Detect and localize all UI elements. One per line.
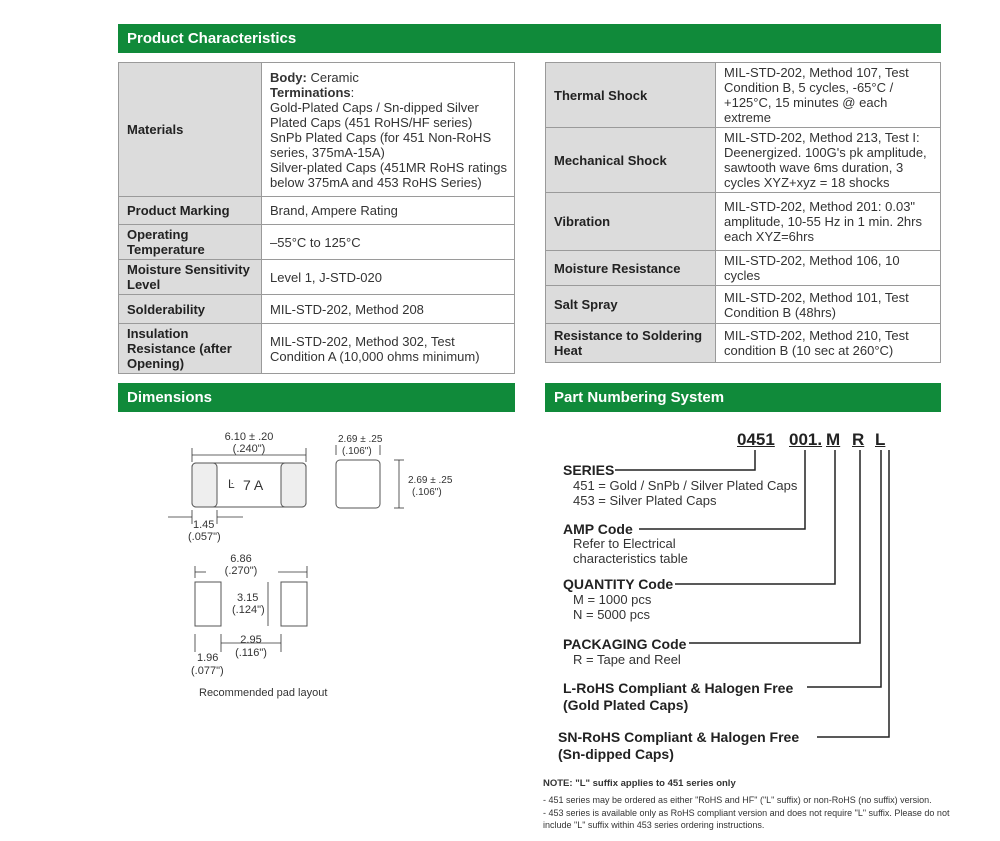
pn-series-code: 0451	[737, 430, 775, 449]
sn-suffix-sublabel: (Sn-dipped Caps)	[558, 746, 674, 762]
fuse-end-view	[336, 460, 380, 508]
table-row-label: Salt Spray	[546, 286, 716, 324]
series-desc: 451 = Gold / SnPb / Silver Plated Caps	[573, 478, 798, 493]
body-label: Body:	[270, 69, 307, 85]
materials-value	[262, 63, 515, 197]
height-in-label: (.106")	[412, 487, 442, 498]
pad-layout-caption: Recommended pad layout	[199, 687, 328, 699]
pad-left	[195, 582, 221, 626]
cap-mm-label: 1.45	[193, 519, 215, 531]
table-row-label: Thermal Shock	[546, 63, 716, 128]
cap-in-label: (.057")	[188, 531, 221, 543]
pad-total-in-label: (.270")	[224, 565, 258, 577]
note-line: include "L" suffix within 453 series ordering instructions.	[543, 820, 765, 830]
pn-l-code: L	[875, 430, 886, 449]
length-in-label: (.240")	[232, 443, 266, 455]
pad-gap-mm-label: 2.95	[240, 634, 262, 646]
quantity-code-desc: M = 1000 pcs	[573, 592, 652, 607]
termination-line: SnPb Plated Caps (for 451 Non-RoHS series, 375mA-15A)	[270, 129, 492, 160]
table-row-value: MIL-STD-202, Method 210, Test condition B (10 sec at 260°C)	[716, 324, 941, 363]
dimensions-header: Dimensions	[118, 383, 515, 412]
amp-code-desc: characteristics table	[573, 551, 688, 566]
table-row-label: Product Marking	[119, 197, 262, 225]
fuse-end-cap	[192, 463, 217, 507]
pad-height-mm-label: 3.15	[237, 592, 259, 604]
height-mm-label: 2.69 ± .25	[408, 475, 453, 486]
pad-total-mm-label: 6.86	[230, 553, 252, 565]
table-row-value: MIL-STD-202, Method 101, Test Condition B (48hrs)	[716, 286, 941, 324]
body-value: Ceramic	[306, 69, 359, 85]
note-line: - 451 series may be ordered as either "RoHS and HF" ("L" suffix) or non-RoHS (no suffix) version.	[543, 795, 932, 805]
note-line: - 453 series is available only as RoHS compliant version and does not require "L" suffix. Please do not	[543, 808, 950, 818]
fuse-marking: 7 A	[243, 477, 264, 493]
table-row-label: Vibration	[546, 193, 716, 251]
amp-code-desc: Refer to Electrical	[573, 536, 676, 551]
pad-width-in-label: (.077")	[191, 665, 224, 677]
table-row-label: Mechanical Shock	[546, 128, 716, 193]
left-spec-table	[118, 62, 515, 374]
table-row-value: MIL-STD-202, Method 213, Test I: Deenergized. 100G's pk amplitude, sawtooth wave 6ms duration, 3 cycles XYZ+xyz = 18 shocks	[716, 128, 941, 193]
pad-gap-in-label: (.116")	[235, 647, 267, 659]
pad-width-mm-label: 1.96	[197, 652, 219, 664]
table-row-label: Moisture Sensitivity Level	[119, 260, 262, 295]
part-numbering-header: Part Numbering System	[545, 383, 941, 412]
terminations-label: Terminations	[270, 84, 351, 100]
packaging-code-label: PACKAGING Code	[563, 636, 687, 652]
length-mm-label: 6.10 ± .20	[224, 431, 274, 443]
pad-right	[281, 582, 307, 626]
right-spec-table	[545, 62, 941, 363]
pn-qty-code: M	[826, 430, 841, 449]
table-row-value: MIL-STD-202, Method 201: 0.03" amplitude, 10-55 Hz in 1 min. 2hrs each XYZ=6hrs	[716, 193, 941, 251]
table-row-value: MIL-STD-202, Method 208	[262, 295, 515, 324]
table-row-value: Brand, Ampere Rating	[262, 197, 515, 225]
table-row-value: Level 1, J-STD-020	[262, 260, 515, 295]
materials-label: Materials	[119, 63, 262, 197]
termination-line: Gold-Plated Caps / Sn-dipped Silver Plated Caps (451 RoHS/HF series)	[270, 99, 479, 130]
width-mm-label: 2.69 ± .25	[338, 434, 383, 445]
product-characteristics-header: Product Characteristics	[118, 24, 941, 53]
sn-suffix-label: SN-RoHS Compliant & Halogen Free	[558, 729, 800, 745]
table-row-label: Resistance to Soldering Heat	[546, 324, 716, 363]
l-suffix-sublabel: (Gold Plated Caps)	[563, 697, 689, 713]
width-in-label: (.106")	[342, 446, 372, 457]
note-title: NOTE: "L" suffix applies to 451 series only	[543, 778, 736, 789]
terminations-colon: :	[350, 84, 355, 100]
quantity-code-desc: N = 5000 pcs	[573, 607, 650, 622]
table-row-label: Insulation Resistance (after Opening)	[119, 324, 262, 374]
table-row-label: Operating Temperature	[119, 225, 262, 260]
dimensions-drawing	[118, 420, 515, 720]
amp-code-label: AMP Code	[563, 521, 633, 537]
pad-height-in-label: (.124")	[232, 604, 265, 616]
l-suffix-label: L-RoHS Compliant & Halogen Free	[563, 680, 794, 696]
table-row-value: MIL-STD-202, Method 106, 10 cycles	[716, 251, 941, 286]
quantity-code-label: QUANTITY Code	[563, 576, 674, 592]
littelfuse-logo-icon: Ŀ	[228, 477, 235, 491]
fuse-end-cap	[281, 463, 306, 507]
pn-amp-code: 001.	[789, 430, 823, 449]
table-row-value: MIL-STD-202, Method 107, Test Condition B, 5 cycles, -65°C / +125°C, 15 minutes @ each extreme	[716, 63, 941, 128]
packaging-code-desc: R = Tape and Reel	[573, 652, 681, 667]
termination-line: Silver-plated Caps (451MR RoHS ratings below 375mA and 453 RoHS Series)	[270, 159, 507, 190]
table-row-value: MIL-STD-202, Method 302, Test Condition A (10,000 ohms minimum)	[262, 324, 515, 374]
table-row-value: –55°C to 125°C	[262, 225, 515, 260]
table-row-label: Solderability	[119, 295, 262, 324]
series-desc: 453 = Silver Plated Caps	[573, 493, 717, 508]
pn-pkg-code: R	[852, 430, 865, 449]
table-row-label: Moisture Resistance	[546, 251, 716, 286]
series-label: SERIES	[563, 462, 615, 478]
